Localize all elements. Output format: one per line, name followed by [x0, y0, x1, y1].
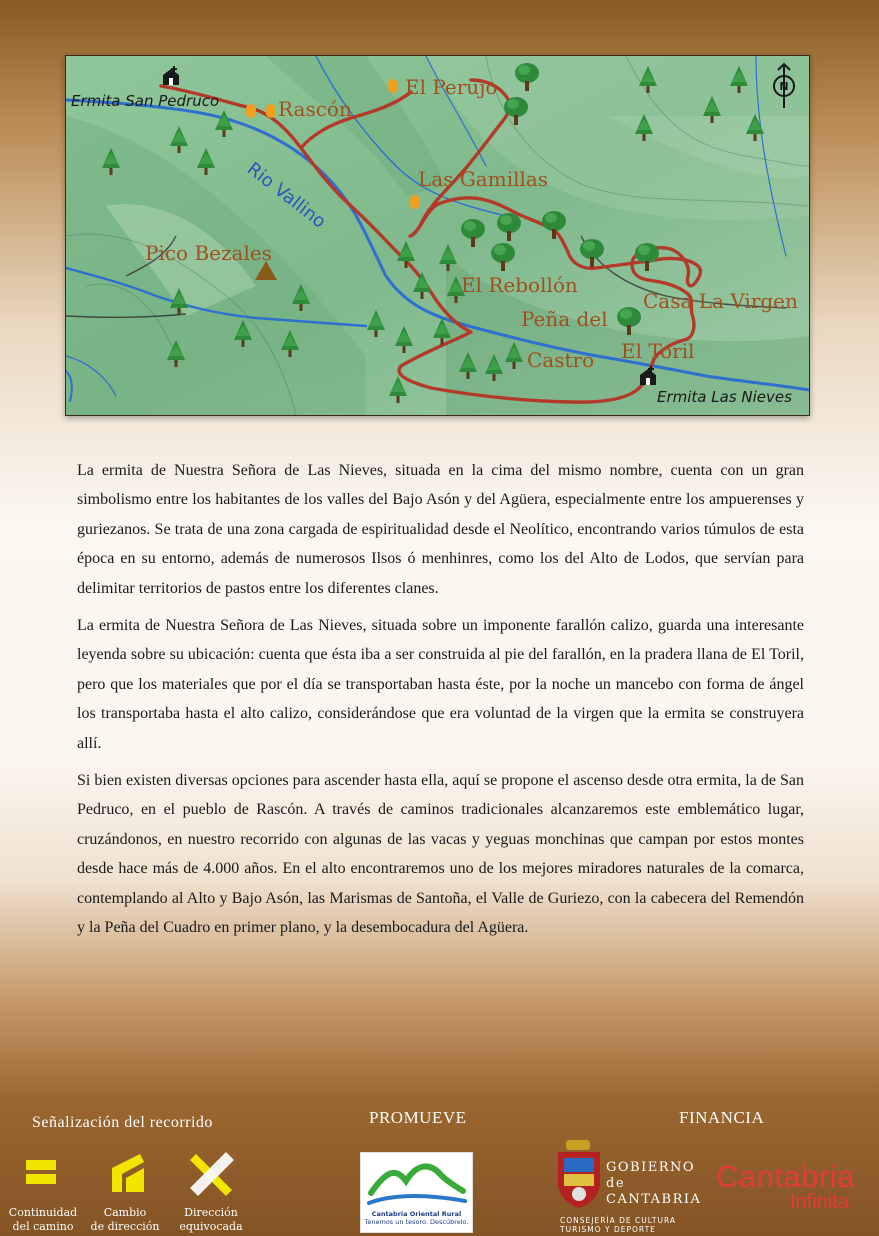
label-el-perujo: El Perujo	[405, 75, 498, 99]
gobierno-sub1: CONSEJERÍA DE CULTURA	[560, 1216, 677, 1225]
gobierno-consejeria	[560, 1216, 676, 1234]
compass-letter: N	[779, 80, 789, 93]
cantabria-oriental-rural-logo	[360, 1152, 473, 1233]
direction-change-sign-icon	[110, 1152, 154, 1196]
label-el-toril: El Toril	[621, 339, 695, 363]
sign-caption-1-line2: del camino	[12, 1220, 74, 1233]
paragraph-3: Si bien existen diversas opciones para ascender hasta ella, aquí se propone el ascenso desde otra ermita, la de San Pedruco, en el pueblo de Rascón. A través de caminos tradicionales alcanzaremos este emblemático lugar, cruzándonos, en nuestro recorrido con algunas de las vacas y yeguas monchinas que campan por estos montes desde hace más de 4.000 años. En el alto encontraremos uno de los mejores miradores naturales de la comarca, contemplando al Alto y Bajo Asón, las Marismas de Santoña, el Valle de Guriezo, con la cabecera del Remendón y la Peña del Cuadro en primer plano, y la desembocadura del Agüera.	[77, 772, 804, 937]
label-ermita-san-pedruco: Ermita San Pedruco	[71, 92, 220, 110]
financia-title: FINANCIA	[679, 1108, 765, 1127]
sign-caption-2-line2: de dirección	[90, 1220, 160, 1233]
mountains-logo-icon	[361, 1153, 472, 1209]
label-ermita-las-nieves: Ermita Las Nieves	[657, 388, 792, 406]
route-map	[65, 55, 810, 416]
promueve-title: PROMUEVE	[369, 1108, 467, 1127]
label-rascon: Rascón	[278, 97, 352, 121]
gobierno-name	[606, 1160, 701, 1208]
description-text	[77, 456, 804, 951]
sign-caption-3	[166, 1206, 256, 1234]
senalizacion-title: Señalización del recorrido	[32, 1114, 213, 1131]
sign-caption-2-line1: Cambio	[103, 1206, 147, 1219]
continuity-sign-icon	[24, 1152, 68, 1196]
cantabria-infinita-line2: Infinita	[789, 1191, 849, 1213]
label-castro: Castro	[527, 348, 595, 372]
promueve-logo-line1: Cantabria Oriental Rural	[371, 1210, 462, 1218]
gobierno-line1: GOBIERNO	[606, 1160, 696, 1175]
paragraph-2: La ermita de Nuestra Señora de Las Nieves, situada sobre un imponente farallón calizo, guarda una interesante leyenda sobre su ubicación: cuenta que ésta iba a ser construida al pie del farallón, en la pradera llana de El Toril, pero que los materiales que por el día se transportaban hasta éste, por la noche un mancebo con forma de ángel los transportaba hasta el alto calizo, considerándose que era voluntad de la virgen que la ermita se construyera allí.	[77, 617, 804, 752]
label-pena-del: Peña del	[521, 307, 608, 331]
label-pico-bezales: Pico Bezales	[145, 241, 272, 265]
cantabria-infinita-line1: Cantabria	[716, 1159, 855, 1194]
promueve-logo-line2: Tenemos un tesoro. Descúbrelo.	[364, 1218, 469, 1226]
gobierno-line3: CANTABRIA	[606, 1192, 702, 1207]
sign-caption-1	[0, 1206, 88, 1234]
sign-caption-3-line2: equivocada	[179, 1220, 243, 1233]
sign-caption-2	[80, 1206, 170, 1234]
label-rio-vallino: Rio Vallino	[242, 158, 330, 233]
map-svg	[66, 56, 809, 415]
label-casa-la-virgen: Casa La Virgen	[643, 289, 798, 313]
paragraph-1: La ermita de Nuestra Señora de Las Nieves, situada en la cima del mismo nombre, cuenta con un gran simbolismo entre los habitantes de los valles del Bajo Asón y del Agüera, especialmente entre los ampuerenses y guriezanos. Se trata de una zona cargada de espiritualidad desde el Neolítico, encontrando varios túmulos de esta época en su entorno, además de numerosos Ilsos ó menhinres, como los del Alto de Lodos, que servían para delimitar territorios de pastos entre los diferentes clanes.	[77, 462, 804, 597]
sign-caption-3-line1: Dirección	[184, 1206, 238, 1219]
coat-of-arms-icon	[556, 1138, 604, 1212]
cantabria-infinita-logo	[716, 1159, 855, 1213]
label-el-rebollon: El Rebollón	[461, 273, 578, 297]
gobierno-line2: de	[606, 1176, 626, 1191]
label-las-gamillas: Las Gamillas	[418, 167, 549, 191]
gobierno-sub2: TURISMO Y DEPORTE	[560, 1225, 656, 1234]
sign-caption-1-line1: Continuidad	[8, 1206, 78, 1219]
wrong-direction-sign-icon	[190, 1152, 234, 1196]
